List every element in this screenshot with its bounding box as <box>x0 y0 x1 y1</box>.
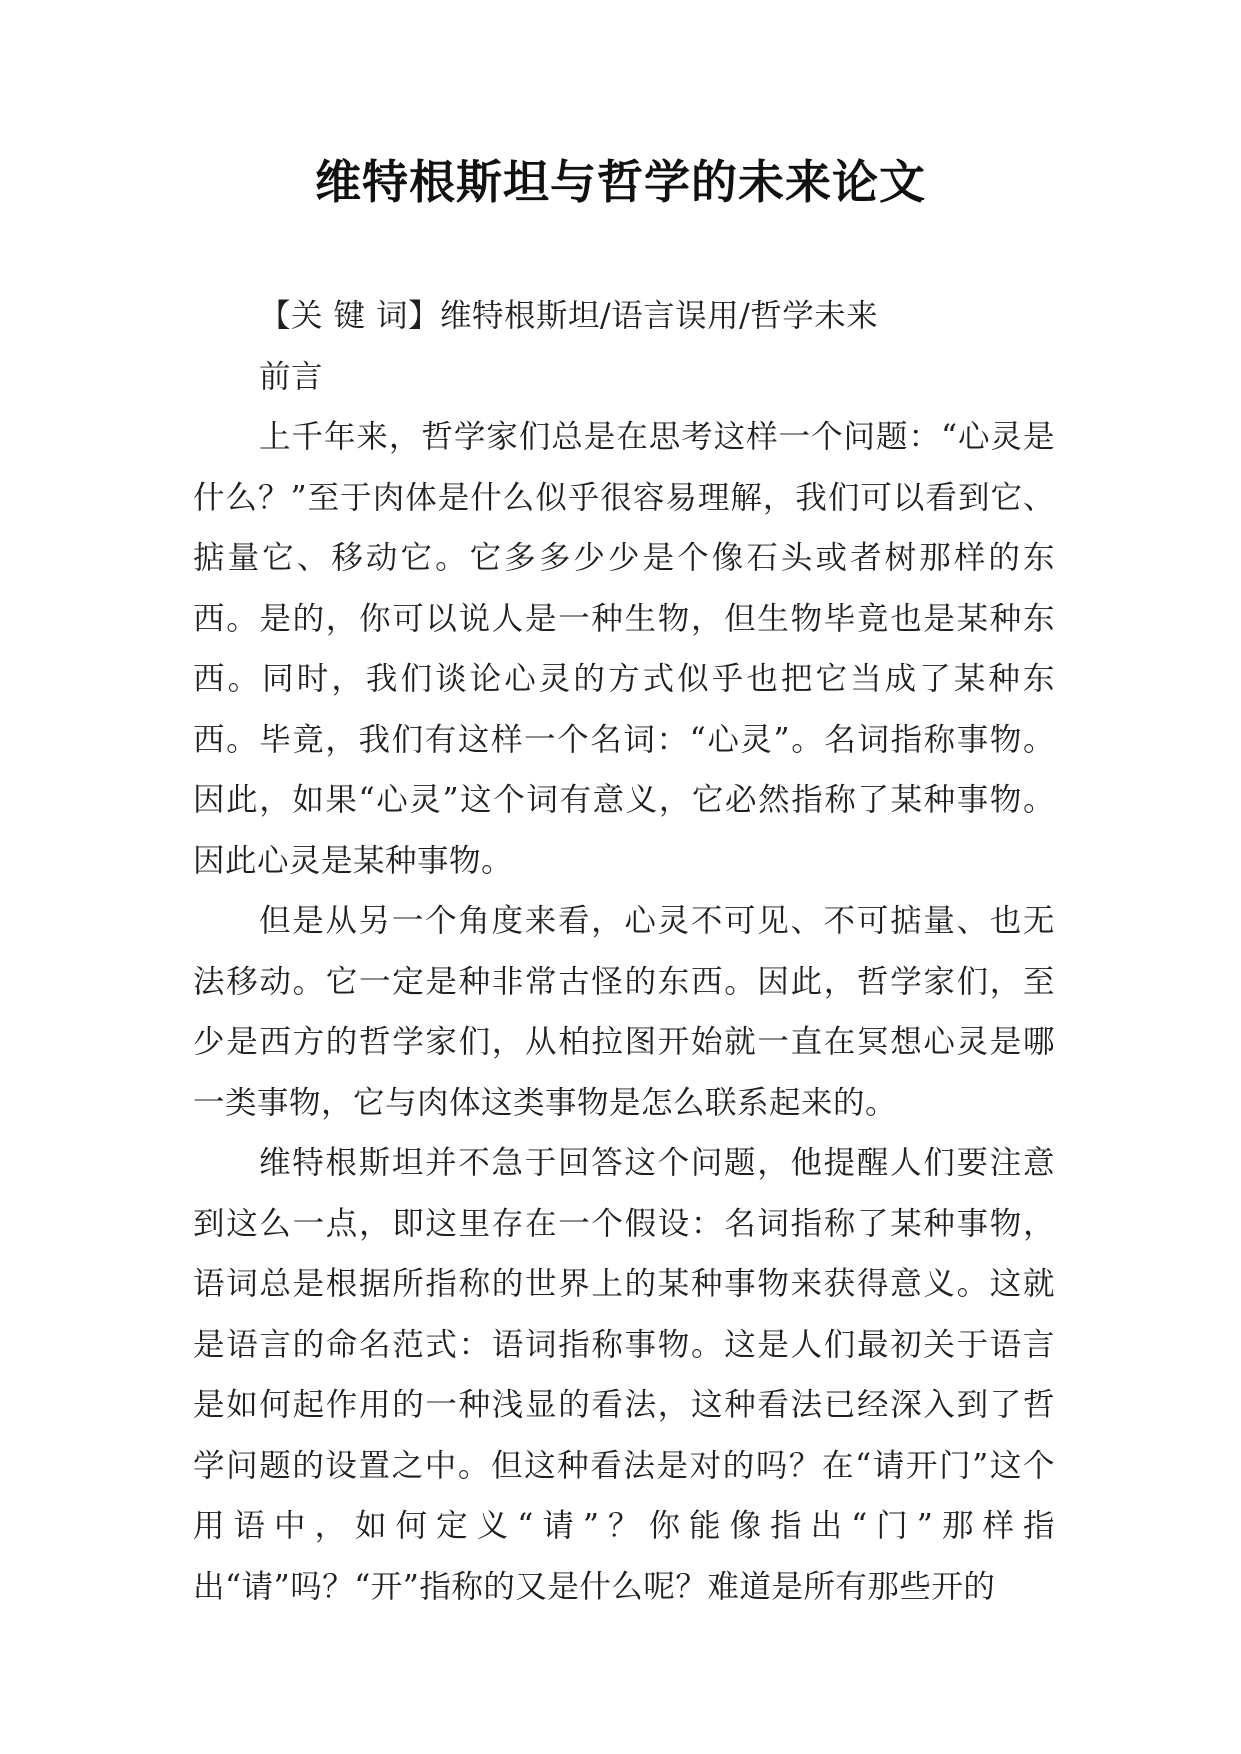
body-paragraph: 上千年来，哲学家们总是在思考这样一个问题：“心灵是什么？”至于肉体是什么似乎很容易理解，我们可以看到它、掂量它、移动它。它多多少少是个像石头或者树那样的东西。是的，你可以说人是一种生物，但生物毕竟也是某种东西。同时，我们谈论心灵的方式似乎也把它当成了某种东西。毕竟，我们有这样一个名词：“心灵”。名词指称事物。因此，如果“心灵”这个词有意义，它必然指称了某种事物。因此心灵是某种事物。 <box>193 419 1055 879</box>
section-heading: 前言 <box>259 358 324 395</box>
document-title: 维特根斯坦与哲学的未来论文 <box>315 155 926 209</box>
keywords-line: 【关 键 词】维特根斯坦/语言误用/哲学未来 <box>259 298 879 334</box>
document-body <box>193 286 1055 1617</box>
body-paragraph: 维特根斯坦并不急于回答这个问题，他提醒人们要注意到这么一点，即这里存在一个假设：名词指称了某种事物，语词总是根据所指称的世界上的某种事物来获得意义。这就是语言的命名范式：语词指称事物。这是人们最初关于语言是如何起作用的一种浅显的看法，这种看法已经深入到了哲学问题的设置之中。但这种看法是对的吗？在“请开门”这个用语中，如何定义“请”？你能像指出“门”那样指出“请”吗？“开”指称的又是什么呢？难道是所有那些开的 <box>193 1145 1055 1605</box>
body-paragraph: 但是从另一个角度来看，心灵不可见、不可掂量、也无法移动。它一定是种非常古怪的东西。因此，哲学家们，至少是西方的哲学家们，从柏拉图开始就一直在冥想心灵是哪一类事物，它与肉体这类事物是怎么联系起来的。 <box>193 903 1055 1121</box>
